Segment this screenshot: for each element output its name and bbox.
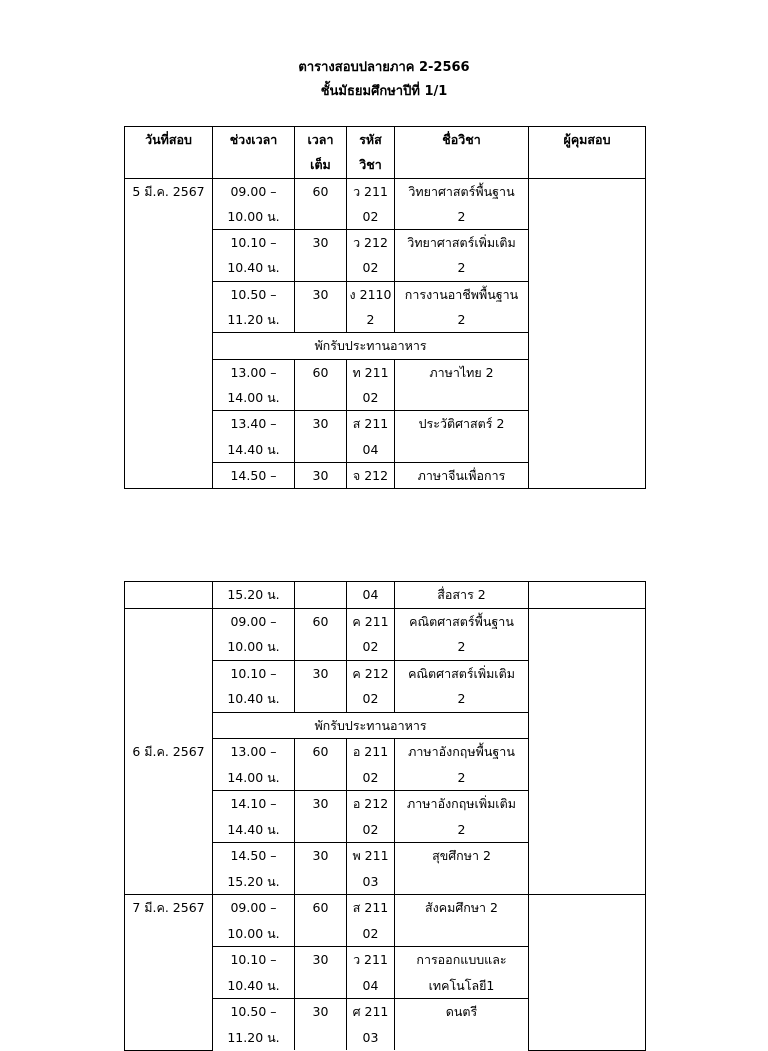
- time-cell: 13.00 – 14.00 น.: [213, 359, 295, 411]
- proctor-cell: [529, 608, 646, 895]
- code-cell: ศ 211 03: [347, 999, 395, 1051]
- code-cell: ว 211 02: [347, 178, 395, 230]
- code-cell: ว 212 02: [347, 230, 395, 282]
- subject-cell: คณิตศาสตร์พื้นฐาน 2: [395, 608, 529, 660]
- minutes-cell: 30: [295, 947, 347, 999]
- minutes-cell: 60: [295, 178, 347, 230]
- time-cell: 14.50 – 15.20 น.: [213, 843, 295, 895]
- lunch-break: พักรับประทานอาหาร: [213, 333, 529, 359]
- minutes-cell: 60: [295, 895, 347, 947]
- col-header-code: รหัส วิชา: [347, 127, 395, 179]
- table-row: [125, 582, 646, 609]
- time-cell: 10.50 – 11.20 น.: [213, 999, 295, 1051]
- minutes-cell: 30: [295, 230, 347, 282]
- table-row: [125, 608, 646, 660]
- proctor-cell: [529, 895, 646, 1051]
- code-cell: ส 211 02: [347, 895, 395, 947]
- subject-cell: การออกแบบและ เทคโนโลยี1: [395, 947, 529, 999]
- exam-date: 7 มี.ค. 2567: [125, 895, 213, 1051]
- col-header-minutes: เวลา เต็ม: [295, 127, 347, 179]
- code-cell: ว 211 04: [347, 947, 395, 999]
- exam-schedule-table-page1: [124, 126, 646, 489]
- subject-cell: ดนตรี: [395, 999, 529, 1051]
- col-header-time: ช่วงเวลา: [213, 127, 295, 179]
- subject-cell: สื่อสาร 2: [395, 582, 529, 609]
- code-cell: ค 212 02: [347, 660, 395, 712]
- code-cell: ง 2110 2: [347, 281, 395, 333]
- col-header-proctor: ผู้คุมสอบ: [529, 127, 646, 179]
- minutes-cell: 30: [295, 462, 347, 488]
- code-cell: ท 211 02: [347, 359, 395, 411]
- time-cell: 10.10 – 10.40 น.: [213, 230, 295, 282]
- time-cell: 10.10 – 10.40 น.: [213, 660, 295, 712]
- minutes-cell: [295, 582, 347, 609]
- code-cell: จ 212: [347, 462, 395, 488]
- subject-cell: ภาษาไทย 2: [395, 359, 529, 411]
- code-cell: อ 212 02: [347, 791, 395, 843]
- subject-cell: วิทยาศาสตร์เพิ่มเติม 2: [395, 230, 529, 282]
- time-cell: 15.20 น.: [213, 582, 295, 609]
- subject-cell: ภาษาอังกฤษพื้นฐาน 2: [395, 739, 529, 791]
- col-header-subject: ชื่อวิชา: [395, 127, 529, 179]
- minutes-cell: 30: [295, 843, 347, 895]
- subject-cell: ประวัติศาสตร์ 2: [395, 411, 529, 463]
- exam-date: 6 มี.ค. 2567: [125, 608, 213, 895]
- code-cell: 04: [347, 582, 395, 609]
- minutes-cell: 30: [295, 411, 347, 463]
- page-title: ตารางสอบปลายภาค 2-2566: [298, 60, 470, 75]
- header-row: [125, 127, 646, 179]
- minutes-cell: 30: [295, 791, 347, 843]
- subject-cell: ภาษาจีนเพื่อการ: [395, 462, 529, 488]
- code-cell: พ 211 03: [347, 843, 395, 895]
- exam-date: 5 มี.ค. 2567: [125, 178, 213, 489]
- subject-cell: คณิตศาสตร์เพิ่มเติม 2: [395, 660, 529, 712]
- minutes-cell: 60: [295, 359, 347, 411]
- code-cell: อ 211 02: [347, 739, 395, 791]
- time-cell: 13.00 – 14.00 น.: [213, 739, 295, 791]
- minutes-cell: 30: [295, 660, 347, 712]
- proctor-cell: [529, 178, 646, 489]
- subject-cell: ภาษาอังกฤษเพิ่มเติม 2: [395, 791, 529, 843]
- code-cell: ส 211 04: [347, 411, 395, 463]
- minutes-cell: 30: [295, 281, 347, 333]
- proctor-cell: [529, 582, 646, 609]
- time-cell: 13.40 – 14.40 น.: [213, 411, 295, 463]
- table-row: [125, 895, 646, 947]
- exam-schedule-table-page2: [124, 581, 646, 1051]
- col-header-date: วันที่สอบ: [125, 127, 213, 179]
- lunch-break: พักรับประทานอาหาร: [213, 712, 529, 739]
- time-cell: 09.00 – 10.00 น.: [213, 178, 295, 230]
- subject-cell: สังคมศึกษา 2: [395, 895, 529, 947]
- time-cell: 09.00 – 10.00 น.: [213, 608, 295, 660]
- code-cell: ค 211 02: [347, 608, 395, 660]
- time-cell: 10.10 – 10.40 น.: [213, 947, 295, 999]
- time-cell: 14.50 –: [213, 462, 295, 488]
- date-cell-empty: [125, 582, 213, 609]
- subject-cell: สุขศึกษา 2: [395, 843, 529, 895]
- minutes-cell: 60: [295, 739, 347, 791]
- time-cell: 10.50 – 11.20 น.: [213, 281, 295, 333]
- minutes-cell: 60: [295, 608, 347, 660]
- subject-cell: การงานอาชีพพื้นฐาน 2: [395, 281, 529, 333]
- subject-cell: วิทยาศาสตร์พื้นฐาน 2: [395, 178, 529, 230]
- time-cell: 09.00 – 10.00 น.: [213, 895, 295, 947]
- time-cell: 14.10 – 14.40 น.: [213, 791, 295, 843]
- minutes-cell: 30: [295, 999, 347, 1051]
- page-subtitle: ชั้นมัธยมศึกษาปีที่ 1/1: [320, 84, 448, 99]
- table-row: [125, 178, 646, 230]
